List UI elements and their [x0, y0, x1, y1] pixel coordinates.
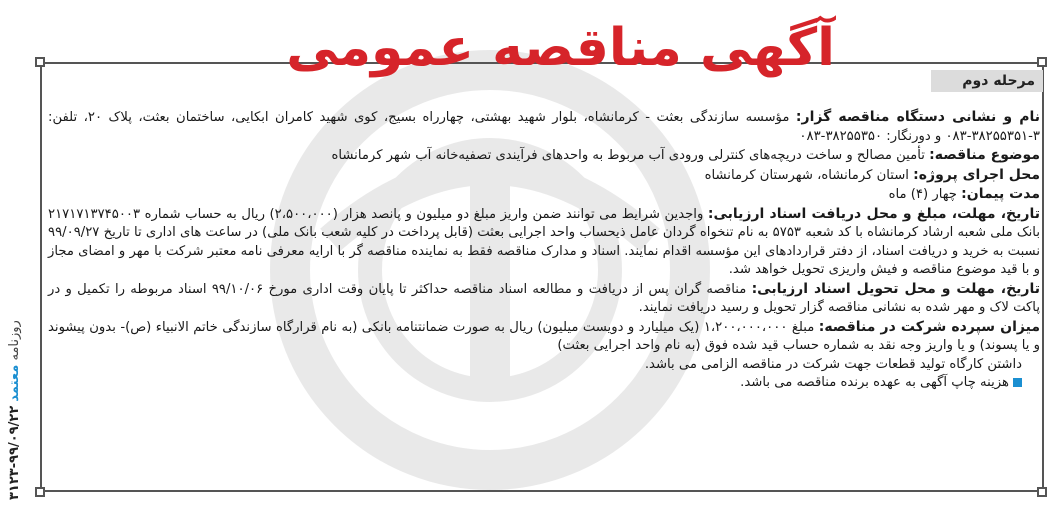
docs-receive-paragraph	[48, 205, 1040, 280]
location-text: استان کرمانشاه، شهرستان کرمانشاه	[704, 167, 914, 183]
ad-code: ۹۹/۰۹/۲۲-۳۱۲۳	[7, 405, 22, 500]
subject-label: موضوع مناقصه:	[929, 147, 1040, 163]
docs-receive-label: تاریخ، مهلت، مبلغ و محل دریافت اسناد ارزیابی:	[707, 205, 1040, 222]
duration-text: چهار (۴) ماه	[888, 187, 962, 202]
note-text: هزینه چاپ آگهی به عهده برنده مناقصه می باشد.	[740, 375, 1009, 390]
side-caption	[2, 150, 28, 500]
organizer-paragraph	[48, 108, 1040, 146]
docs-submit-paragraph	[48, 280, 1040, 318]
organizer-text: مؤسسه سازندگی بعثت - کرمانشاه، بلوار شهید بهشتی، چهارراه بسیج، کوی شهید کامران ابکایی، ساختمان بعثت، پلاک ۲۰، تلفن: ۳-۳۸۲۵۵۳۵۱-۰۸۳ و دورنگار: ۳۸۲۵۵۳۵۰-۰۸۳	[48, 110, 1040, 144]
frame-corner	[1037, 57, 1047, 67]
location-label: محل اجرای پروژه:	[913, 166, 1040, 183]
stage-badge: مرحله دوم	[931, 70, 1043, 92]
side-caption-text	[2, 150, 28, 500]
subject-text: تأمین مصالح و ساخت دریچه‌های کنترلی ورودی آب مربوط به واحدهای فرآیندی تصفیه‌خانه آب شهر کرمانشاه	[331, 148, 930, 163]
note-paragraph	[48, 374, 1040, 393]
duration-label: مدت پیمان:	[961, 186, 1040, 202]
docs-submit-label: تاریخ، مهلت و محل تحویل اسناد ارزیابی:	[751, 280, 1040, 297]
ad-body	[48, 108, 1040, 492]
guarantee-label: میزان سپرده شرکت در مناقصه:	[818, 318, 1041, 335]
frame-corner	[35, 57, 45, 67]
docs-receive-text: واجدین شرایط می توانند ضمن واریز مبلغ دو میلیون و پانصد هزار (۲،۵۰۰،۰۰۰) ریال به حساب شماره ۲۱۷۱۷۱۳۷۴۵۰۰۳ بانک ملی شعبه ارشاد کرمانشاه با کد شعبه ۵۷۵۳ به نام تنخواه گردان عامل ذیحساب واحد اجرایی بعثت (قابل پرداخت در کلیه شعب بانک ملی) در ساعت های اداری تا تاریخ ۹۹/۰۹/۲۷ نسبت به خرید و دریافت اسناد، از دفتر قراردادهای این مؤسسه اقدام نمایند. اسناد و مدارک مناقصه فقط به نماینده مناقصه گر با ارایه معرفی نامه معتبر شرکت با مهر و امضای مجاز و با قید موضوع مناقصه و فیش واریزی تحویل خواهد شد.	[48, 206, 1040, 277]
requirement-paragraph	[48, 356, 1040, 375]
newspaper-label: روزنامه	[7, 320, 22, 361]
duration-paragraph	[48, 185, 1040, 205]
organizer-label: نام و نشانی دستگاه مناقصه گزار:	[795, 109, 1041, 125]
frame-corner	[35, 487, 45, 497]
ad-title: آگهی مناقصه عمومی	[286, 18, 835, 78]
guarantee-text: مبلغ ۱،۲۰۰،۰۰۰،۰۰۰ (یک میلیارد و دویست میلیون) ریال به صورت ضمانتنامه بانکی (به نام قرارگاه سازندگی خاتم الانبیاء (ص)- بدون پیشوند و یا پسوند) و یا واریز وجه نقد به شماره حساب قید شده فوق (به نام واحد اجرایی بعثت)	[48, 319, 1040, 353]
docs-submit-text: مناقصه گران پس از دریافت و مطالعه اسناد مناقصه حداکثر تا پایان وقت اداری مورخ ۹۹/۱۰/۰۶ اسناد مربوطه را تکمیل و در پاکت لاک و مهر شده به نشانی مناقصه گزار تحویل و رسید دریافت نمایند.	[48, 281, 1040, 315]
square-bullet-icon	[1013, 378, 1022, 387]
newspaper-brand: معتمد	[7, 364, 22, 402]
subject-paragraph	[48, 146, 1040, 166]
requirement-text: داشتن کارگاه تولید قطعات جهت شرکت در مناقصه الزامی می باشد.	[644, 356, 1022, 372]
location-paragraph	[48, 166, 1040, 186]
guarantee-paragraph	[48, 318, 1040, 356]
